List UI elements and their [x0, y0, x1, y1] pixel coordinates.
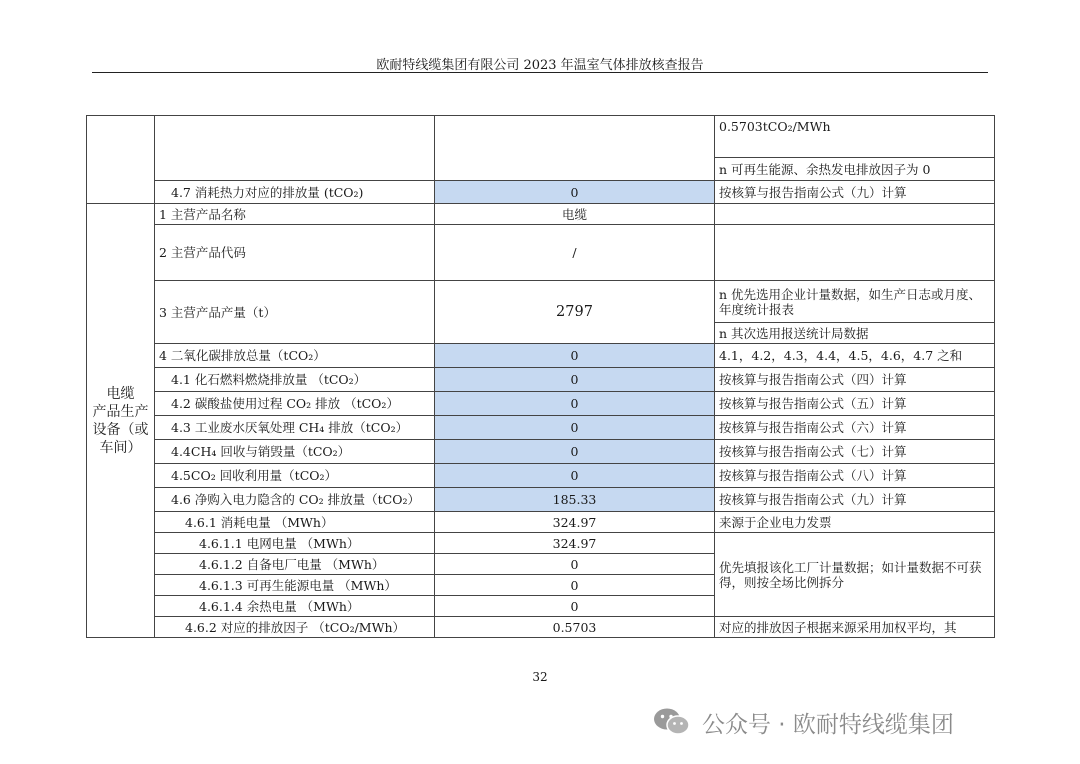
row-4-3-label: 4.3 工业废水厌氧处理 CH₄ 排放（tCO₂） — [155, 416, 435, 440]
row-4-6-1-1-label: 4.6.1.1 电网电量 （MWh） — [155, 533, 435, 554]
row-4-4-label: 4.4CH₄ 回收与销毁量（tCO₂） — [155, 440, 435, 464]
row-4-3-value: 0 — [435, 416, 715, 440]
row-output-value: 2797 — [435, 281, 715, 344]
top-value-blank — [435, 116, 715, 181]
page-number: 32 — [532, 670, 548, 684]
side-label: 电缆 产品生产 设备（或 车间） — [87, 204, 155, 638]
row-product-code-note — [715, 225, 995, 281]
row-product-name-label: 1 主营产品名称 — [155, 204, 435, 225]
row-4-label: 4 二氧化碳排放总量（tCO₂） — [155, 344, 435, 368]
row-4-1-label: 4.1 化石燃料燃烧排放量 （tCO₂） — [155, 368, 435, 392]
row-4-6-1-value: 324.97 — [435, 512, 715, 533]
row-4-1-value: 0 — [435, 368, 715, 392]
row-4-5-value: 0 — [435, 464, 715, 488]
row-product-name-note — [715, 204, 995, 225]
row-4-7-value: 0 — [435, 181, 715, 204]
row-4-6-1-4-value: 0 — [435, 596, 715, 617]
row-4-6-1-2-label: 4.6.1.2 自备电厂电量 （MWh） — [155, 554, 435, 575]
top-label-blank — [155, 116, 435, 181]
top-note-2: n 可再生能源、余热发电排放因子为 0 — [715, 158, 995, 181]
top-note-1: 0.5703tCO₂/MWh — [715, 116, 995, 158]
row-4-2-label: 4.2 碳酸盐使用过程 CO₂ 排放 （tCO₂） — [155, 392, 435, 416]
row-4-6-note: 按核算与报告指南公式（九）计算 — [715, 488, 995, 512]
header-rule — [92, 72, 988, 73]
side-cell-blank — [87, 116, 155, 204]
row-product-code-value: / — [435, 225, 715, 281]
row-4-6-1-2-value: 0 — [435, 554, 715, 575]
row-4-1-note: 按核算与报告指南公式（四）计算 — [715, 368, 995, 392]
row-4-note: 4.1，4.2，4.3，4.4，4.5，4.6，4.7 之和 — [715, 344, 995, 368]
emissions-table — [86, 115, 995, 638]
row-4-5-note: 按核算与报告指南公式（八）计算 — [715, 464, 995, 488]
row-product-code-label: 2 主营产品代码 — [155, 225, 435, 281]
row-4-6-1-4-label: 4.6.1.4 余热电量 （MWh） — [155, 596, 435, 617]
row-4-value: 0 — [435, 344, 715, 368]
row-4-2-value: 0 — [435, 392, 715, 416]
wechat-icon — [652, 707, 692, 737]
row-4-6-1-label: 4.6.1 消耗电量 （MWh） — [155, 512, 435, 533]
row-4-5-label: 4.5CO₂ 回收利用量（tCO₂） — [155, 464, 435, 488]
watermark-text: 公众号 · 欧耐特线缆集团 — [702, 711, 954, 738]
row-4-4-value: 0 — [435, 440, 715, 464]
row-4-6-1-3-value: 0 — [435, 575, 715, 596]
row-output-note-1: n 优先选用企业计量数据，如生产日志或月度、年度统计报表 — [715, 281, 995, 323]
row-4-6-value: 185.33 — [435, 488, 715, 512]
row-output-label: 3 主营产品产量（t） — [155, 281, 435, 344]
row-output-note-2: n 其次选用报送统计局数据 — [715, 323, 995, 344]
page-header: 欧耐特线缆集团有限公司 2023 年温室气体排放核查报告 — [376, 58, 704, 73]
row-product-name-value: 电缆 — [435, 204, 715, 225]
row-4-2-note: 按核算与报告指南公式（五）计算 — [715, 392, 995, 416]
row-4-6-1-note: 来源于企业电力发票 — [715, 512, 995, 533]
watermark — [652, 704, 954, 740]
row-4-3-note: 按核算与报告指南公式（六）计算 — [715, 416, 995, 440]
row-4-4-note: 按核算与报告指南公式（七）计算 — [715, 440, 995, 464]
row-4-6-2-note: 对应的排放因子根据来源采用加权平均，其 — [715, 617, 995, 638]
row-4-6-1-1-value: 324.97 — [435, 533, 715, 554]
row-4-6-2-value: 0.5703 — [435, 617, 715, 638]
row-4-7-note: 按核算与报告指南公式（九）计算 — [715, 181, 995, 204]
row-4-7-label: 4.7 消耗热力对应的排放量 (tCO₂) — [155, 181, 435, 204]
row-4-6-1-3-label: 4.6.1.3 可再生能源电量 （MWh） — [155, 575, 435, 596]
row-4-6-2-label: 4.6.2 对应的排放因子 （tCO₂/MWh） — [155, 617, 435, 638]
row-4-6-label: 4.6 净购入电力隐含的 CO₂ 排放量（tCO₂） — [155, 488, 435, 512]
merged-note: 优先填报该化工厂计量数据；如计量数据不可获得，则按全场比例拆分 — [715, 533, 995, 617]
